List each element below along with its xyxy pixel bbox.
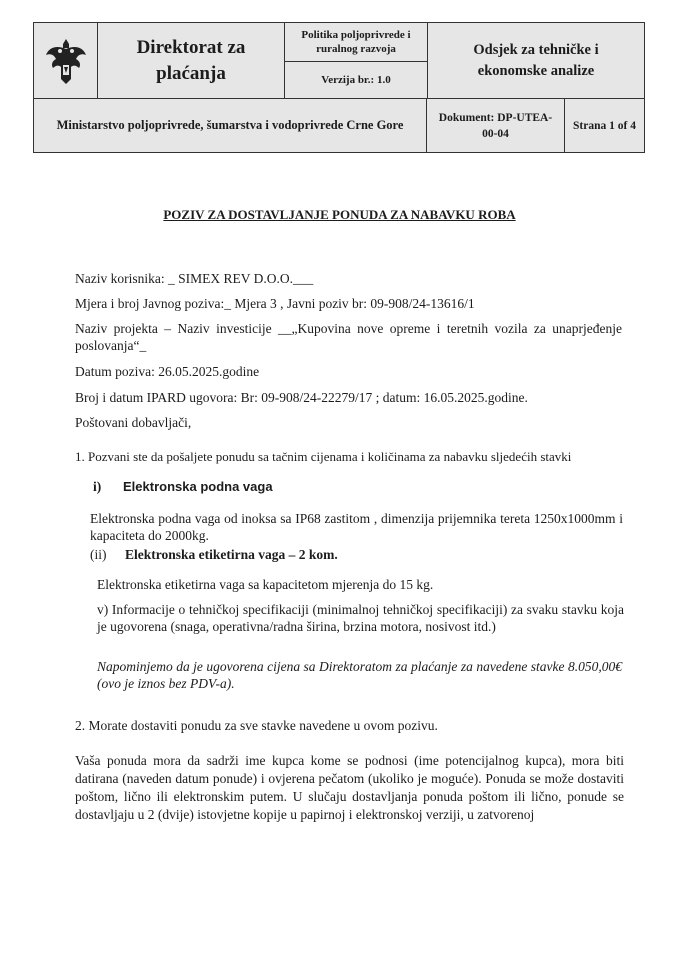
version-cell	[284, 61, 428, 99]
ministry-text: Ministarstvo poljoprivrede, šumarstva i vodoprivrede Crne Gore	[56, 118, 404, 132]
document-text: Dokument: DP-UTEA-00-04	[438, 111, 553, 140]
field-measure: Mjera i broj Javnog poziva:_ Mjera 3 , Javni poziv br: 09-908/24-13616/1	[75, 296, 475, 311]
department-cell	[427, 22, 645, 99]
field-contract: Broj i datum IPARD ugovora: Br: 09-908/24-22279/17 ; datum: 16.05.2025.godine.	[75, 390, 528, 405]
greeting: Poštovani dobavljači,	[75, 415, 192, 430]
item1-description: Elektronska podna vaga od inoksa sa IP68 zastitom , dimenzija prijemnika tereta 1250x1000mm i kapaciteta do 2000kg.	[90, 511, 623, 543]
org-name-cell	[97, 22, 285, 99]
field-user: Naziv korisnika: _ SIMEX REV D.O.O.___	[75, 271, 314, 286]
version-text: Verzija br.: 1.0	[321, 74, 391, 86]
item1-title: Elektronska podna vaga	[123, 479, 273, 494]
page-number-cell	[564, 98, 645, 153]
document-cell	[426, 98, 565, 153]
item1-number: i)	[93, 479, 102, 494]
section1-intro: 1. Pozvani ste da pošaljete ponudu sa tačnim cijenama i količinama za nabavku sljedećih stavki	[75, 449, 572, 464]
field-date: Datum poziva: 26.05.2025.godine	[75, 364, 260, 379]
page-number: Strana 1 of 4	[573, 119, 636, 132]
item2-title: Elektronska etiketirna vaga – 2 kom.	[125, 547, 338, 562]
org-name: Direktorat za plaćanja	[136, 36, 246, 84]
item2-number: (ii)	[90, 547, 107, 562]
section2-intro: 2. Morate dostaviti ponudu za sve stavke navedene u ovom pozivu.	[75, 718, 438, 733]
department-text: Odsjek za tehničke i ekonomske analize	[473, 41, 599, 79]
field-project: Naziv projekta – Naziv investicije __„Kupovina nove opreme i teretnih vozila za unaprjeđenje poslovanja“_	[75, 321, 622, 353]
coat-of-arms-icon	[43, 35, 89, 87]
document-title: POZIV ZA DOSTAVLJANJE PONUDA ZA NABAVKU ROBA	[163, 207, 516, 222]
policy-text: Politika poljoprivrede i ruralnog razvoja	[301, 29, 411, 55]
logo-cell	[33, 22, 98, 99]
technical-spec-info: v) Informacije o tehničkoj specifikaciji (minimalnoj tehničkoj specifikaciji) za svaku stavku koja je ugovorena (snaga, operativna/radna širina, brzina motora, nosivost itd.)	[97, 602, 624, 634]
item2-description: Elektronska etiketirna vaga sa kapacitetom mjerenja do 15 kg.	[97, 577, 434, 592]
ministry-cell	[33, 98, 427, 153]
section2-body: Vaša ponuda mora da sadrži ime kupca kome se podnosi (ime potencijalnog kupca), mora biti datirana (naveden datum ponude) i ovjerena pečatom (ukoliko je moguće). Ponuda se može dostaviti poštom, lično ili elektronskim putem. U slučaju dostavljanja ponuda poštom ili lično, ponude se dostavljaju u 2 (dvije) istovjetne kopije u papirnoj i elektronskoj verziji, u zatvorenoj	[75, 753, 624, 822]
price-note: Napominjemo da je ugovorena cijena sa Direktoratom za plaćanje za navedene stavke 8.050,00€ (ovo je iznos bez PDV-a).	[97, 659, 622, 691]
policy-cell	[284, 22, 428, 62]
